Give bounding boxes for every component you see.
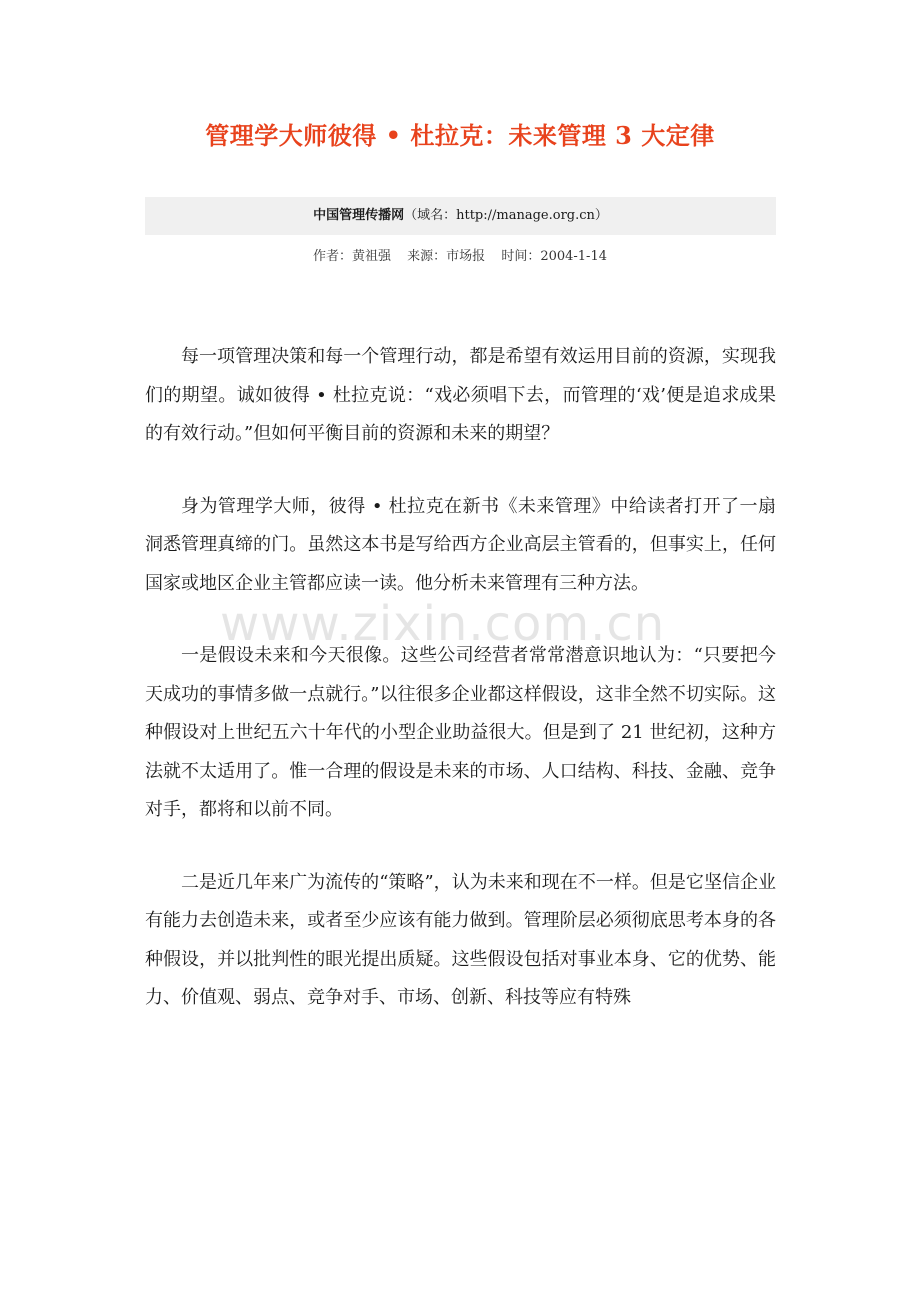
watermark: www.zixin.com.cn: [220, 596, 666, 652]
article-meta: [0, 245, 920, 264]
paragraph-1: 每一项管理决策和每一个管理行动，都是希望有效运用目前的资源，实现我们的期望。诚如彼得 • 杜拉克说：“戏必须唱下去，而管理的‘戏’便是追求成果的有效行动。”但如何平衡目前的资源和未来的期望？: [145, 346, 776, 444]
source-text: 来源：市场报: [407, 249, 486, 264]
article-body: [145, 338, 776, 1052]
date-text: 时间：2004-1-14: [501, 249, 607, 264]
article-title: 管理学大师彼得 • 杜拉克：未来管理 3 大定律: [205, 121, 715, 150]
paragraph-3: 一是假设未来和今天很像。这些公司经营者常常潜意识地认为：“只要把今天成功的事情多做一点就行。”以往很多企业都这样假设，这非全然不切实际。这种假设对上世纪五六十年代的小型企业助益很大。但是到了 21 世纪初，这种方法就不太适用了。惟一合理的假设是未来的市场、人口结构、科技、金融、竞争对手，都将和以前不同。: [145, 645, 776, 820]
site-domain: （域名：http://manage.org.cn）: [404, 208, 608, 223]
paragraph-2: 身为管理学大师，彼得 • 杜拉克在新书《未来管理》中给读者打开了一扇洞悉管理真缔的门。虽然这本书是写给西方企业高层主管看的，但事实上，任何国家或地区企业主管都应读一读。他分析未来管理有三种方法。: [145, 495, 776, 594]
site-name: 中国管理传播网: [313, 208, 405, 223]
author-text: 作者：黄祖强: [313, 249, 392, 264]
source-bar: [145, 197, 776, 235]
paragraph-4: 二是近几年来广为流传的“策略”，认为未来和现在不一样。但是它坚信企业有能力去创造未来，或者至少应该有能力做到。管理阶层必须彻底思考本身的各种假设，并以批判性的眼光提出质疑。这些假设包括对事业本身、它的优势、能力、价值观、弱点、竞争对手、市场、创新、科技等应有特殊: [145, 871, 776, 1008]
